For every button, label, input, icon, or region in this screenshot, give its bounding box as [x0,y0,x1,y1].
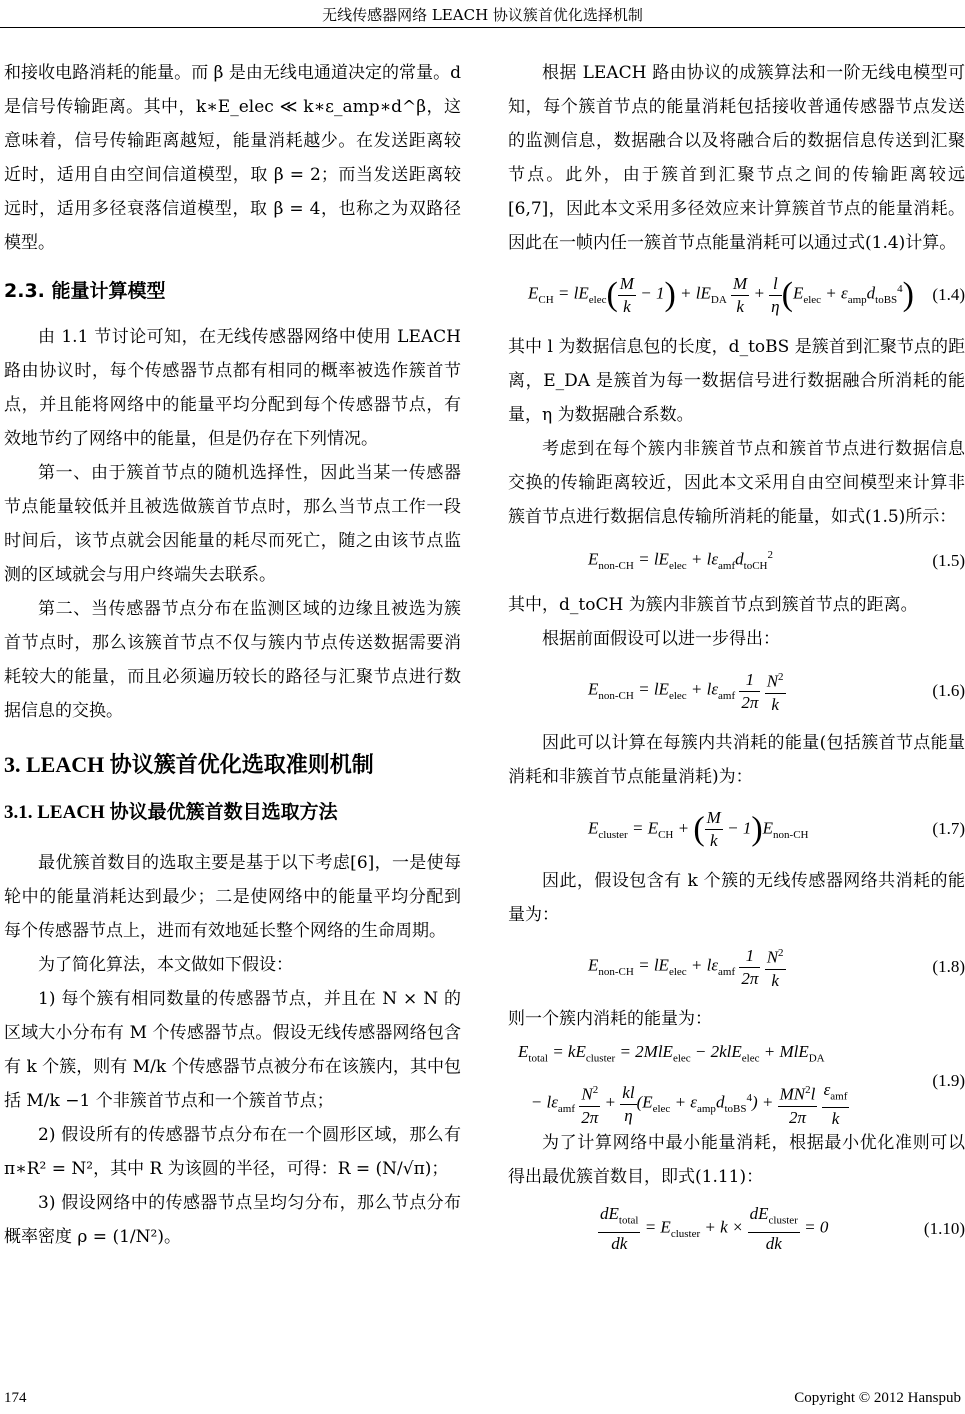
equation-number: (1.8) [932,957,965,976]
equation-number: (1.5) [932,551,965,570]
copyright: Copyright © 2012 Hanspub [794,1390,961,1406]
paragraph: 第二、当传感器节点分布在监测区域的边缘且被选为簇首节点时，那么该簇首节点不仅与簇内节点传送数据需要消耗较大的能量，而且必须遍历较长的路径与汇聚节点进行数据信息的交换。 [4,599,461,721]
paragraph: 根据前面假设可以进一步得出： [542,629,780,649]
paragraph: 1) 每个簇有相同数量的传感器节点，并且在 N × N 的区域大小分布有 M 个传感器节点。假设无线传感器网络包含有 k 个簇，则有 M/k 个传感器节点被分布在该簇内，其中包括 M/k −1 个非簇首节点和一个簇首节点； [4,989,461,1111]
paragraph: 和接收电路消耗的能量。而 β 是由无线电通道决定的常量。d 是信号传输距离。其中，k∗E_elec ≪ k∗ε_amp∗d^β，这意味着，信号传输距离越短，能量消耗越少。在发送距离较近时，适用自由空间信道模型，取 β = 2；而当发送距离较远时，适用多径衰落信道模型，取 β = 4，也称之为双路径模型。 [4,63,461,253]
paragraph: 根据 LEACH 路由协议的成簇算法和一阶无线电模型可知，每个簇首节点的能量消耗包括接收普通传感器节点发送的监测信息，数据融合以及将融合后的数据信息传送到汇聚节点。此外，由于簇首到汇聚节点之间的传输距离较远[6,7]，因此本文采用多径效应来计算簇首节点的能量消耗。因此在一帧内任一簇首节点能量消耗可以通过式(1.4)计算。 [508,63,965,253]
paragraph: 为了计算网络中最小能量消耗，根据最小优化准则可以得出最优簇首数目，即式(1.11)： [508,1133,965,1187]
equation-1-8: $E_{non-CH} = lE_{elec} + l\varepsilon_{amf}$ $\frac{1}{2\pi}$ $\frac{N^2}{k}$ (1.8) [508,932,965,1002]
paragraph: 其中，d_toCH 为簇内非簇首节点到簇首节点的距离。 [508,595,918,615]
equation-number: (1.9) [932,1071,965,1090]
paragraph: 最优簇首数目的选取主要是基于以下考虑[6]，一是使每轮中的能量消耗达到最少；二是使网络中的能量平均分配到每个传感器节点上，进而有效地延长整个网络的生命周期。 [4,853,461,941]
paragraph: 2) 假设所有的传感器节点分布在一个圆形区域，那么有 π∗R² = N²，其中 R 为该圆的半径，可得：R = (N/√π)； [4,1125,461,1179]
paragraph: 其中 l 为数据信息包的长度，d_toBS 是簇首到汇聚节点的距离，E_DA 是簇首为每一数据信号进行数据融合所消耗的能量，η 为数据融合系数。 [508,337,965,425]
paragraph: 第一、由于簇首节点的随机选择性，因此当某一传感器节点能量较低并且被选做簇首节点时，那么当节点工作一段时间后，该节点就会因能量的耗尽而死亡，随之由该节点监测的区域就会与用户终端失去联系。 [4,463,461,585]
right-column [508,56,965,1264]
paragraph: 为了简化算法，本文做如下假设： [38,955,293,975]
equation-1-9: $E_{total} = kE_{cluster} = 2MlE_{elec} - 2klE_{elec} + MlE_{DA}$ − $l\varepsilon_{amf}$ $\frac{N^2}{2\pi}$ + $\frac{kl}{\eta}$ $(E_{elec} + \varepsilon_{amp}d_{toBS}^4)$ + $\frac{MN^2l}{2\pi}$ $\frac{\varepsilon_{amf}}{k}$ (1.9) [518,1042,965,1128]
equation-1-5: $E_{non-CH} = lE_{elec} + l\varepsilon_{amf}d_{toCH}^2$ (1.5) [508,534,965,588]
paragraph: 因此可以计算在每簇内共消耗的能量(包括簇首节点能量消耗和非簇首节点能量消耗)为： [508,733,965,787]
equation-number: (1.7) [932,819,965,838]
equation-number: (1.10) [923,1219,965,1238]
equation-1-10: $\frac{dE_{total}}{dk}$ = $E_{cluster} + k$ × $\frac{dE_{cluster}}{dk}$ = 0 (1.10) [600,1204,965,1253]
equation-number: (1.4) [932,285,965,304]
section-heading: 2.3. 能量计算模型 [4,280,166,302]
section-heading: 3. LEACH 协议簇首优化选取准则机制 [4,752,374,777]
page-number: 174 [4,1390,27,1406]
equation-1-4: $E_{CH} = lE_{elec}$( $\frac{M}{k}$ − $1) + lE_{DA}$ $\frac{M}{k}$ + $\frac{l}{\eta}$ $(E_{elec} + \varepsilon_{amp}d_{toBS}^4)$ (1.4) [528,273,965,316]
header-rule [0,27,965,28]
subsection-heading: 3.1. LEACH 协议最优簇首数目选取方法 [4,802,338,823]
equation-number: (1.6) [932,681,965,700]
paragraph: 则一个簇内消耗的能量为： [508,1009,712,1029]
paragraph: 由 1.1 节讨论可知，在无线传感器网络中使用 LEACH 路由协议时，每个传感器节点都有相同的概率被选作簇首节点，并且能将网络中的能量平均分配到每个传感器节点，有效地节约了网络中的能量，但是仍存在下列情况。 [4,327,461,449]
paragraph: 因此，假设包含有 k 个簇的无线传感器网络共消耗的能量为： [508,871,965,925]
running-header: 无线传感器网络 LEACH 协议簇首优化选择机制 [322,6,643,24]
paragraph: 考虑到在每个簇内非簇首节点和簇首节点进行数据信息交换的传输距离较近，因此本文采用自由空间模型来计算非簇首节点进行数据信息传输所消耗的能量，如式(1.5)所示： [508,439,965,527]
paragraph: 3) 假设网络中的传感器节点呈均匀分布，那么节点分布概率密度 ρ = (1/N²)。 [4,1193,461,1247]
equation-1-6: $E_{non-CH} = lE_{elec} + l\varepsilon_{amf}$ $\frac{1}{2\pi}$ $\frac{N^2}{k}$ (1.6) [508,656,965,726]
left-column [4,56,461,1254]
equation-1-7: $E_{cluster} = E_{CH}$ + ( $\frac{M}{k}$ − $1)E_{non-CH}$ (1.7) [588,807,965,850]
